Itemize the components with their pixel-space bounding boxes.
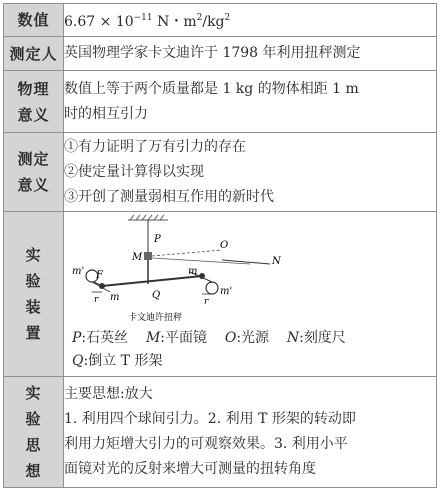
- meaning-cell: [64, 71, 437, 133]
- gravitational-constant-table: [3, 3, 437, 488]
- legend-sym-Q: Q: [72, 353, 84, 369]
- label-apparatus-line-2: 验: [25, 272, 42, 290]
- legend-sep-O: :: [236, 330, 242, 346]
- g-unit-kg-exp: 2: [224, 12, 231, 23]
- apparatus-cell: [64, 212, 437, 377]
- large-ball-right: [206, 282, 218, 294]
- idea-cell: [64, 377, 437, 488]
- g-coefficient: 6.67: [64, 13, 96, 30]
- legend-line-1: [72, 327, 436, 350]
- label-significance: [4, 133, 64, 212]
- legend-desc-Q: 倒立 T 形架: [88, 353, 163, 369]
- row-value: [4, 4, 437, 37]
- label-apparatus: [4, 212, 64, 377]
- label-idea-line-1: 实: [25, 384, 42, 402]
- idea-line-1: 主要思想:放大: [64, 386, 153, 402]
- label-r-right: r: [204, 297, 209, 307]
- label-N: N: [272, 256, 281, 267]
- label-idea-line-4: 想: [25, 462, 42, 480]
- diagram-caption: 卡文迪许扭秤: [128, 313, 183, 323]
- g-base: 10: [115, 13, 134, 30]
- g-unit-m-exp: 2: [196, 12, 203, 23]
- legend-desc-N: 刻度尺: [303, 330, 346, 346]
- label-meaning-line-1: 物理: [17, 79, 50, 98]
- row-measurer: [4, 37, 437, 71]
- idea-line-3: 利用力矩增大引力的可观察效果。3. 利用小平: [64, 436, 348, 452]
- significance-item-2: ②使定量计算得以实现: [64, 163, 204, 180]
- g-exponent: −11: [133, 12, 153, 23]
- label-idea-line-3: 思: [25, 436, 42, 454]
- legend-sep-N: :: [299, 330, 304, 346]
- g-value: [64, 14, 230, 30]
- label-measurer: [4, 37, 64, 71]
- label-idea: [4, 377, 64, 488]
- label-m-left: m: [110, 292, 120, 303]
- torsion-balance-diagram: [70, 214, 300, 326]
- label-apparatus-line-3: 装: [25, 298, 42, 316]
- legend-sym-M: M: [145, 330, 161, 346]
- label-P: P: [154, 234, 161, 245]
- value-cell: [64, 4, 437, 37]
- idea-line-4: 面镜对光的反射来增大可测量的扭转角度: [64, 461, 316, 477]
- legend-sym-N: N: [286, 330, 300, 346]
- label-apparatus-line-4: 置: [25, 324, 42, 342]
- label-r-left: r: [94, 295, 99, 305]
- label-F: F: [96, 270, 103, 281]
- legend-sym-O: O: [224, 330, 237, 346]
- row-idea: [4, 377, 437, 488]
- label-significance-line-1: 测定: [17, 150, 50, 168]
- label-apparatus-line-1: 实: [25, 246, 42, 264]
- label-measurer-text: 测定人: [9, 44, 58, 63]
- label-meaning-line-2: 意义: [17, 105, 50, 124]
- legend-sym-P: P: [72, 330, 82, 346]
- label-idea-line-2: 验: [25, 410, 42, 428]
- legend-desc-O: 光源: [241, 330, 270, 346]
- label-M: M: [132, 252, 143, 263]
- label-significance-line-2: 意义: [17, 176, 50, 194]
- apparatus-legend: [70, 327, 436, 373]
- significance-cell: [64, 133, 437, 212]
- g-unit-kg: /kg: [202, 13, 225, 30]
- light-ray-incident: [152, 250, 222, 256]
- legend-sep-P: :: [81, 330, 87, 346]
- label-value-text: 数值: [17, 11, 50, 29]
- legend-sep-Q: :: [83, 353, 89, 369]
- legend-line-2: [72, 350, 436, 373]
- significance-item-1: ①有力证明了万有引力的存在: [64, 138, 246, 155]
- g-times: ×: [99, 13, 112, 30]
- legend-sep-M: :: [160, 330, 166, 346]
- idea-line-2: 1. 利用四个球间引力。2. 利用 T 形架的转动即: [64, 411, 356, 427]
- legend-desc-P: 石英丝: [86, 330, 129, 346]
- row-significance: [4, 133, 437, 212]
- meaning-line-1: 数值上等于两个质量都是 1 kg 的物体相距 1 m: [64, 80, 359, 97]
- label-value: [4, 4, 64, 37]
- ceiling-support: [128, 215, 168, 220]
- measurer-cell: [64, 37, 437, 71]
- significance-item-3: ③开创了测量弱相互作用的新时代: [64, 188, 274, 205]
- t-frame-bar: [102, 276, 202, 286]
- label-Q: Q: [152, 290, 161, 301]
- row-meaning: [4, 71, 437, 133]
- label-O: O: [220, 240, 229, 251]
- g-unit-main: N・m: [157, 13, 197, 30]
- row-apparatus: [4, 212, 437, 377]
- mirror: [144, 252, 152, 260]
- meaning-line-2: 时的相互引力: [64, 105, 148, 122]
- label-mprime-right: m': [220, 286, 233, 297]
- label-mprime-left: m': [72, 266, 85, 277]
- legend-desc-M: 平面镜: [165, 330, 208, 346]
- measurer-text: 英国物理学家卡文迪许于 1798 年利用扭秤测定: [64, 45, 361, 61]
- label-m-right: m: [188, 266, 198, 277]
- label-meaning: [4, 71, 64, 133]
